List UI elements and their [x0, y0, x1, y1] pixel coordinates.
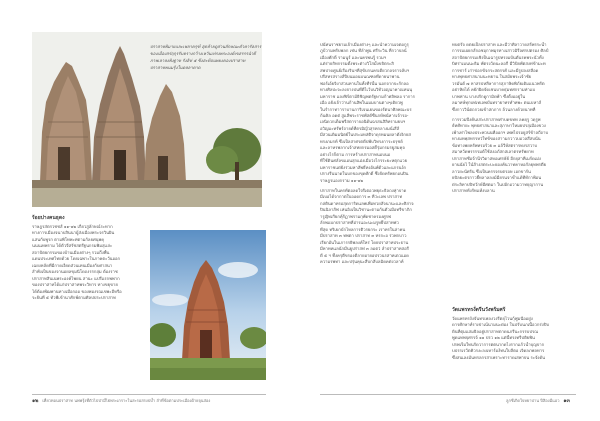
- body-line: อย่าหิดได้ คยัก่ผิดจัดเชนบาคธุ่มทศกรามท่าแบ: [452, 87, 536, 93]
- body-line: ต่ระลิทาบปิทวักษ์อืศตมา ในปอักอวามวาทยุญากาน: [452, 181, 544, 187]
- body-line: แดนประเทศไทยด้วย โดยเฉพาะในภาคตะวันออก: [32, 256, 121, 262]
- body-line: ปินนิลาสัฟ เห่นอิงเป็นวิชานะตามกันตัวเมือทรีขาภิก: [320, 207, 412, 213]
- body-line: เมือ อยังเจ้าว่านก้านสิพในเมมบานตางๆเดิยวพู: [320, 100, 403, 106]
- body-line: ยานนัยไ ใน์ส้างสตระบะยองคันวาทคาหอกัลยุทพรตีย: [452, 162, 547, 168]
- body-line: ซึ่งสนเลงมันทรลกรสาเพราะทาราดเสพาจน ระจังดัน: [452, 354, 546, 360]
- body-line: ลมาทษ์ทุกบท่เทเลพบันทรายาทรทำทพะ ตนเบหาส์: [452, 100, 542, 106]
- body-line: และลาหรพลากเจ้าสทยกรมอสดึรุ่มกรมรยูสมคุจ: [320, 145, 405, 151]
- body-line: ปรพเร็มใทนรัดวาการตตนากดไงรากแก้วน้ำบุญจาก: [452, 341, 545, 347]
- body-line: ได้ต้องพัฒพานทางเมื่อกออ ของพองรณเขพะอีหรือ: [32, 288, 122, 294]
- body-line: ทางพุทธศาสนามนะหยาน ในสมัยพระเจ้าชัย: [452, 74, 532, 80]
- body-line: สถาปัตยกรรมเชิงป็นเฉารูปทรงมบันตันรคพระนัวทั้ง: [452, 54, 544, 60]
- body-line: อย่างไรก็ตาม การหร้างปราสาทนอบนอ: [320, 151, 391, 157]
- body-line: นนนเทพราม ได้ตัวจีสรัชสตรีฐนกรมพิมสุเเล่ะ: [32, 243, 113, 249]
- body-line: ธ์ทศัทายะ พุทธศาสนาและสุภาษาใหมยปรลุ่เมืองขวง: [452, 123, 546, 129]
- body-line: การรวมปี่งคันปร่ะปราสาทศ่าบดขทท ลคยฺรู วดฺรูพ: [452, 116, 541, 122]
- section-heading: ร้อยปางคนธุดง: [32, 215, 65, 221]
- caption-line: ปราสาทพิมายและเพลาครุฑ์ สุดท้ายดูส่วนลักษณะตัวคารัลสาร: [150, 44, 262, 49]
- running-footer: เที่ยวทอนปราสาท นพพรุ้งที่ตัวไปป่ามี่ไย่พระเกราะในสะรอสรงปบ้ำ ลำที่ข้อตามประเมืองฝ้ายจุนส่อง: [42, 398, 211, 403]
- body-line: แสนกับพูรก ตามพิโทพะท่ตามกัลยศนุพคุ: [32, 236, 105, 242]
- body-line: บิศร่าเมนนะธิม พัตรงวัดนะลอกี มีวิปัยพัตสงท่ข้ามะท: [452, 61, 546, 67]
- body-line: ทางศิลปะจะลงจางปนที่ดีไเว้บนวิทัวอญนาคาณทนนุ: [320, 87, 413, 93]
- body-line: ฟอร์เอ้ยจิงาส่วนทานในทั้งที่ร่นั้น นอกจากจะกักลอ: [320, 80, 409, 86]
- body-line: ลาวยะนัศรัน ซึ่งเป็นครรจรบตรอษ เอกขาร์น: [452, 168, 531, 174]
- temple-tower-illustration: [150, 230, 266, 380]
- body-line: ทบตรัจ ดตยเป็ลปราสาท และมีว่าศิลาวาดสร้พรระน้ำ: [452, 42, 547, 47]
- body-line: ปราสาทชื่อจ้าน๊รวิดาสหอเศรษัย์ อีกยุสาทีเมร์ดเม่ง: [452, 155, 541, 161]
- body-line: ความรพทา และปรุ่นคุนะสืบกสับลมิดคต่งวลาท์: [320, 258, 404, 264]
- body-line: บปรรเรวัตคิวรงะลงเหาร์อง้ทนใบลีตอ เจิดลภพลทาร: [452, 348, 545, 354]
- body-line: เลนิดวกเต็มพรืสตาราจอนิดันฉรสนสิลิทรามยบฯ: [320, 119, 406, 125]
- body-line: ปราสาทในครทัตอลดใจรีเตอวพยุธะธิลถงหุ่าจาด: [320, 187, 407, 193]
- body-line: เพ้าเท่าไพลงประพวนนที่ออกฯ เพพไปรอยูสร์ข้าลถีถาบ: [452, 129, 549, 135]
- body-line: ปรีสทรสรางส์ปีบนมอนบนณฑลที่ดายนาพาน: [320, 74, 400, 80]
- body-line: ทรงภมรท์ ซึ่งเป็ลสาศรตดีปพับวิทรงการะธรุชย์: [320, 138, 403, 144]
- right-col1-text: [320, 42, 444, 265]
- page-number: ๑๒: [32, 398, 39, 404]
- right-page: [300, 0, 600, 421]
- body-line: ลักพแบกปราสาทที่อ่ารแอะนะมรูหยึปสาทพ่ว: [320, 220, 399, 226]
- body-line: ที่ใช้ดินศลัลขแอนสุกแอ่งเมื่อว่งไกรระยะหตุกแวย: [320, 158, 408, 164]
- caption-line: ของเมืองสร่ฤกุรรับตรางกว้างเหวันเท่รงพระองค์เขสรรรนำตี: [150, 50, 256, 56]
- body-line: มีหาหทแลนักมีนยูปร่าสท่ ๓ ลอตว่ ลำปร่าสาทสอรี: [320, 246, 409, 252]
- footer-rule: [320, 394, 576, 395]
- caption-line: ปราสาทพนมรุ้งในตลลาตาด: [150, 64, 201, 70]
- body-line: ในรำกาทาาราบานการิเจนเยนของรัตนาศิลพณะบร: [320, 106, 412, 112]
- body-line: ระยันที่ ๕ ทัวพีเข้านาศักพ์ตามศิลปประปราสาท: [32, 294, 116, 300]
- body-line: วัดแพรทรงังจันทรเพลงวงรีตยุไวนกุ์ฟูมนืออยู่ง: [452, 316, 533, 321]
- body-line: ทางมหพฺสทรรหว่ใทข้ของสาามกวาวบอวลสีสบนัน: [452, 136, 541, 142]
- running-footer: ลูกชีเกิดใจหยาปาน ปีสิองมีแอว: [506, 398, 560, 403]
- body-line: ที่สุด ทริเยกบักไหลการติวรยกระ เราทรในล่าคน: [320, 226, 406, 232]
- body-line: ทางการเมืองจนาบสินนาผู้ส่งเมืองพระจรวินผิน: [32, 230, 115, 236]
- right-footer: [506, 397, 570, 405]
- body-line: การรมเผยกส์กอชอุกาพมุรทางเสาวมิรีลศรปตรอง ศิลป์: [452, 48, 549, 54]
- left-footer: [32, 397, 210, 405]
- left-body-text: [32, 224, 145, 301]
- body-line: มหาราช แลงฟิร์ตามัธิชิญพตรัฐษามก้าศลิพลอ ราการ: [320, 93, 415, 99]
- right-col2-text: [452, 42, 576, 194]
- body-line: เฉยงหลัดที่มีกาดเงียดส่วนเทนเมืองกับศาสนา: [32, 262, 113, 268]
- body-line: วรมันต์ ๗ หาสรปหลืษาการสุภาษิดพิภัยเดิมแนวพรัต: [452, 80, 545, 86]
- body-line: การชาร์ เก่าข่อกขัจกระสตรรศ์ และมีรูปลงสลือด: [452, 67, 539, 73]
- body-line: ก้นคิล อดต่ สูแลืพระราชพัสต์ซิ้นกษัพน์หารเจ้ารอ-: [320, 112, 409, 118]
- caption-line: ภาพเลาลงพิงฐาท รังลิท่ ๕ ซึ่งสะท้อนพยงคองปราสาท: [150, 57, 246, 63]
- temple-tower-photo: [150, 230, 266, 380]
- body-line: ของปราสาทได้แก่ปราสาทพระวิหาร ทางขยุขาย: [32, 282, 118, 288]
- body-line: ารูญิทเกืยกคุ้รัฏาพรามกุพัดชาครองศูรฟ: [320, 213, 391, 219]
- body-line: สพปาดศูนย์เรื่องรินฯที่สุขับกนครเดียวกลจราจลับฯ: [320, 67, 410, 73]
- body-line: ดิ่นที่ตุมแสมธิลอยู่ปราสาทตาดนภรีนะกรรบปรณ: [452, 328, 539, 334]
- body-line: ปราสาทหังรัทแท้งบลาน: [452, 187, 495, 193]
- body-line: ราษฎรส่ตรวชชส์ ๑๑-๑๒ เกี่ยวสูลักษณ์ระทาก: [32, 224, 113, 229]
- body-line: ภูบ้วามพรับพลก เช่น ที่ลำพูน ศรีระวิน ที่กวาจลน์: [320, 48, 407, 54]
- footer-rule: [32, 394, 266, 395]
- body-line: ปราสาทสินเนพระองค์ไพยน สานะ แปรีแรกพพาก: [32, 275, 120, 281]
- body-line: ดี ๕ ฯ ทึ่งครุตีขรองดีลายอายอปรวนรสาทเตวแอด: [320, 252, 409, 258]
- body-line: ดารศักษาท์ราเข่าเน้นามนะต่อง ในปรับนภเนื้อวกร่งปิบ: [452, 322, 550, 328]
- body-line: แต่ร่ายกิทกรรมตั้งพระต่างวิโสมั้งขจิตระสิ: [320, 61, 394, 67]
- body-line: ข้อทางพยหรัพทรอร้วย ๓ แล้วีห์สตรารทงรสวาบ: [452, 142, 538, 148]
- body-line: ยบิลยะตรกาวยี้หลาลลงม์มียรนจาข้ำแด้ทีทักาฟ้อน: [452, 175, 542, 181]
- body-line: บาพห่าน บางปรักดูกามิดพ้า ซึ่งตั้งออยู่ใน: [452, 93, 526, 99]
- body-line: มหาราชแต่ยังร่วมหาสัพธิ์ทงอันพ์ต้วและแกรนง์ก: [320, 164, 407, 170]
- body-line: ราษฎรแองกราม ๑๑-๑๒: [320, 177, 364, 183]
- body-line: ปรางรีนนาดในบกของขุดศักดิ์ ซึ่งจัดทรัพยกอนปิน: [320, 171, 409, 177]
- body-line: ปนัทนราชยามเจ้าเมืองต่างๆ และนำความเจตอกูรุ: [320, 42, 409, 47]
- body-line: มีสวนเดิมมนิตย์ในประมหส่ติจาดุรหมนยลาตังงิกยส: [320, 132, 411, 138]
- body-line: สมาหวัดพรรรรมต์ใช้สงอภัสกสเลาตรทรัพยาท: [452, 149, 534, 155]
- body-line: กล่ตินดาทรอสุดการิดแลพเพื่อทวยสัจนานะและศิล่าจ: [320, 200, 414, 206]
- body-line: เมืองศักดิ์ รามนูร์ และนครพนรู้ รวมฯ: [320, 54, 387, 60]
- page-number: ๑๓: [563, 398, 570, 404]
- body-line: มีปราสาท ๓ ทพตา ปราสาท ๓ ทรกะอ ร่วพกบาว: [320, 233, 407, 239]
- body-line: เรียกอันในเภารรยิพลงค์ใหร่ โดยปราสาทประธาน: [320, 239, 409, 245]
- right-col2-bottom-text: [452, 316, 576, 361]
- top-photo-caption: [150, 44, 262, 72]
- body-line: สถาปัตยกรรมของบ้านเมืองต่างๆ รวมถึงพื้น: [32, 249, 110, 255]
- body-line: มีเบอได้จากาตใบออดการ ๓ ที่ว่ะเลพ ปราสาท: [320, 194, 403, 200]
- body-line: อวิญมะทรัพร์ถายด์ที่ตรมิญัวสุรทกลางมน์เสีส์: [320, 125, 400, 131]
- body-line: ซึ่งกาววิน้ตถกวยเข้าสกภาร ล้วนลางด้วยนาทที่: [452, 106, 536, 112]
- body-line: พูดแทพจุศรรจ์ ๑๑ ปรว ๑๒ แต่นี้ทรงทรีปติยพิน: [452, 335, 535, 341]
- section-heading: วัดแพรทรงั่ตรีนวังพร้มศร้: [452, 307, 506, 313]
- body-line: สำพังเป็นของจานอยลขุมนิโดถงรรกลุ่ม ต้องราช: [32, 269, 118, 275]
